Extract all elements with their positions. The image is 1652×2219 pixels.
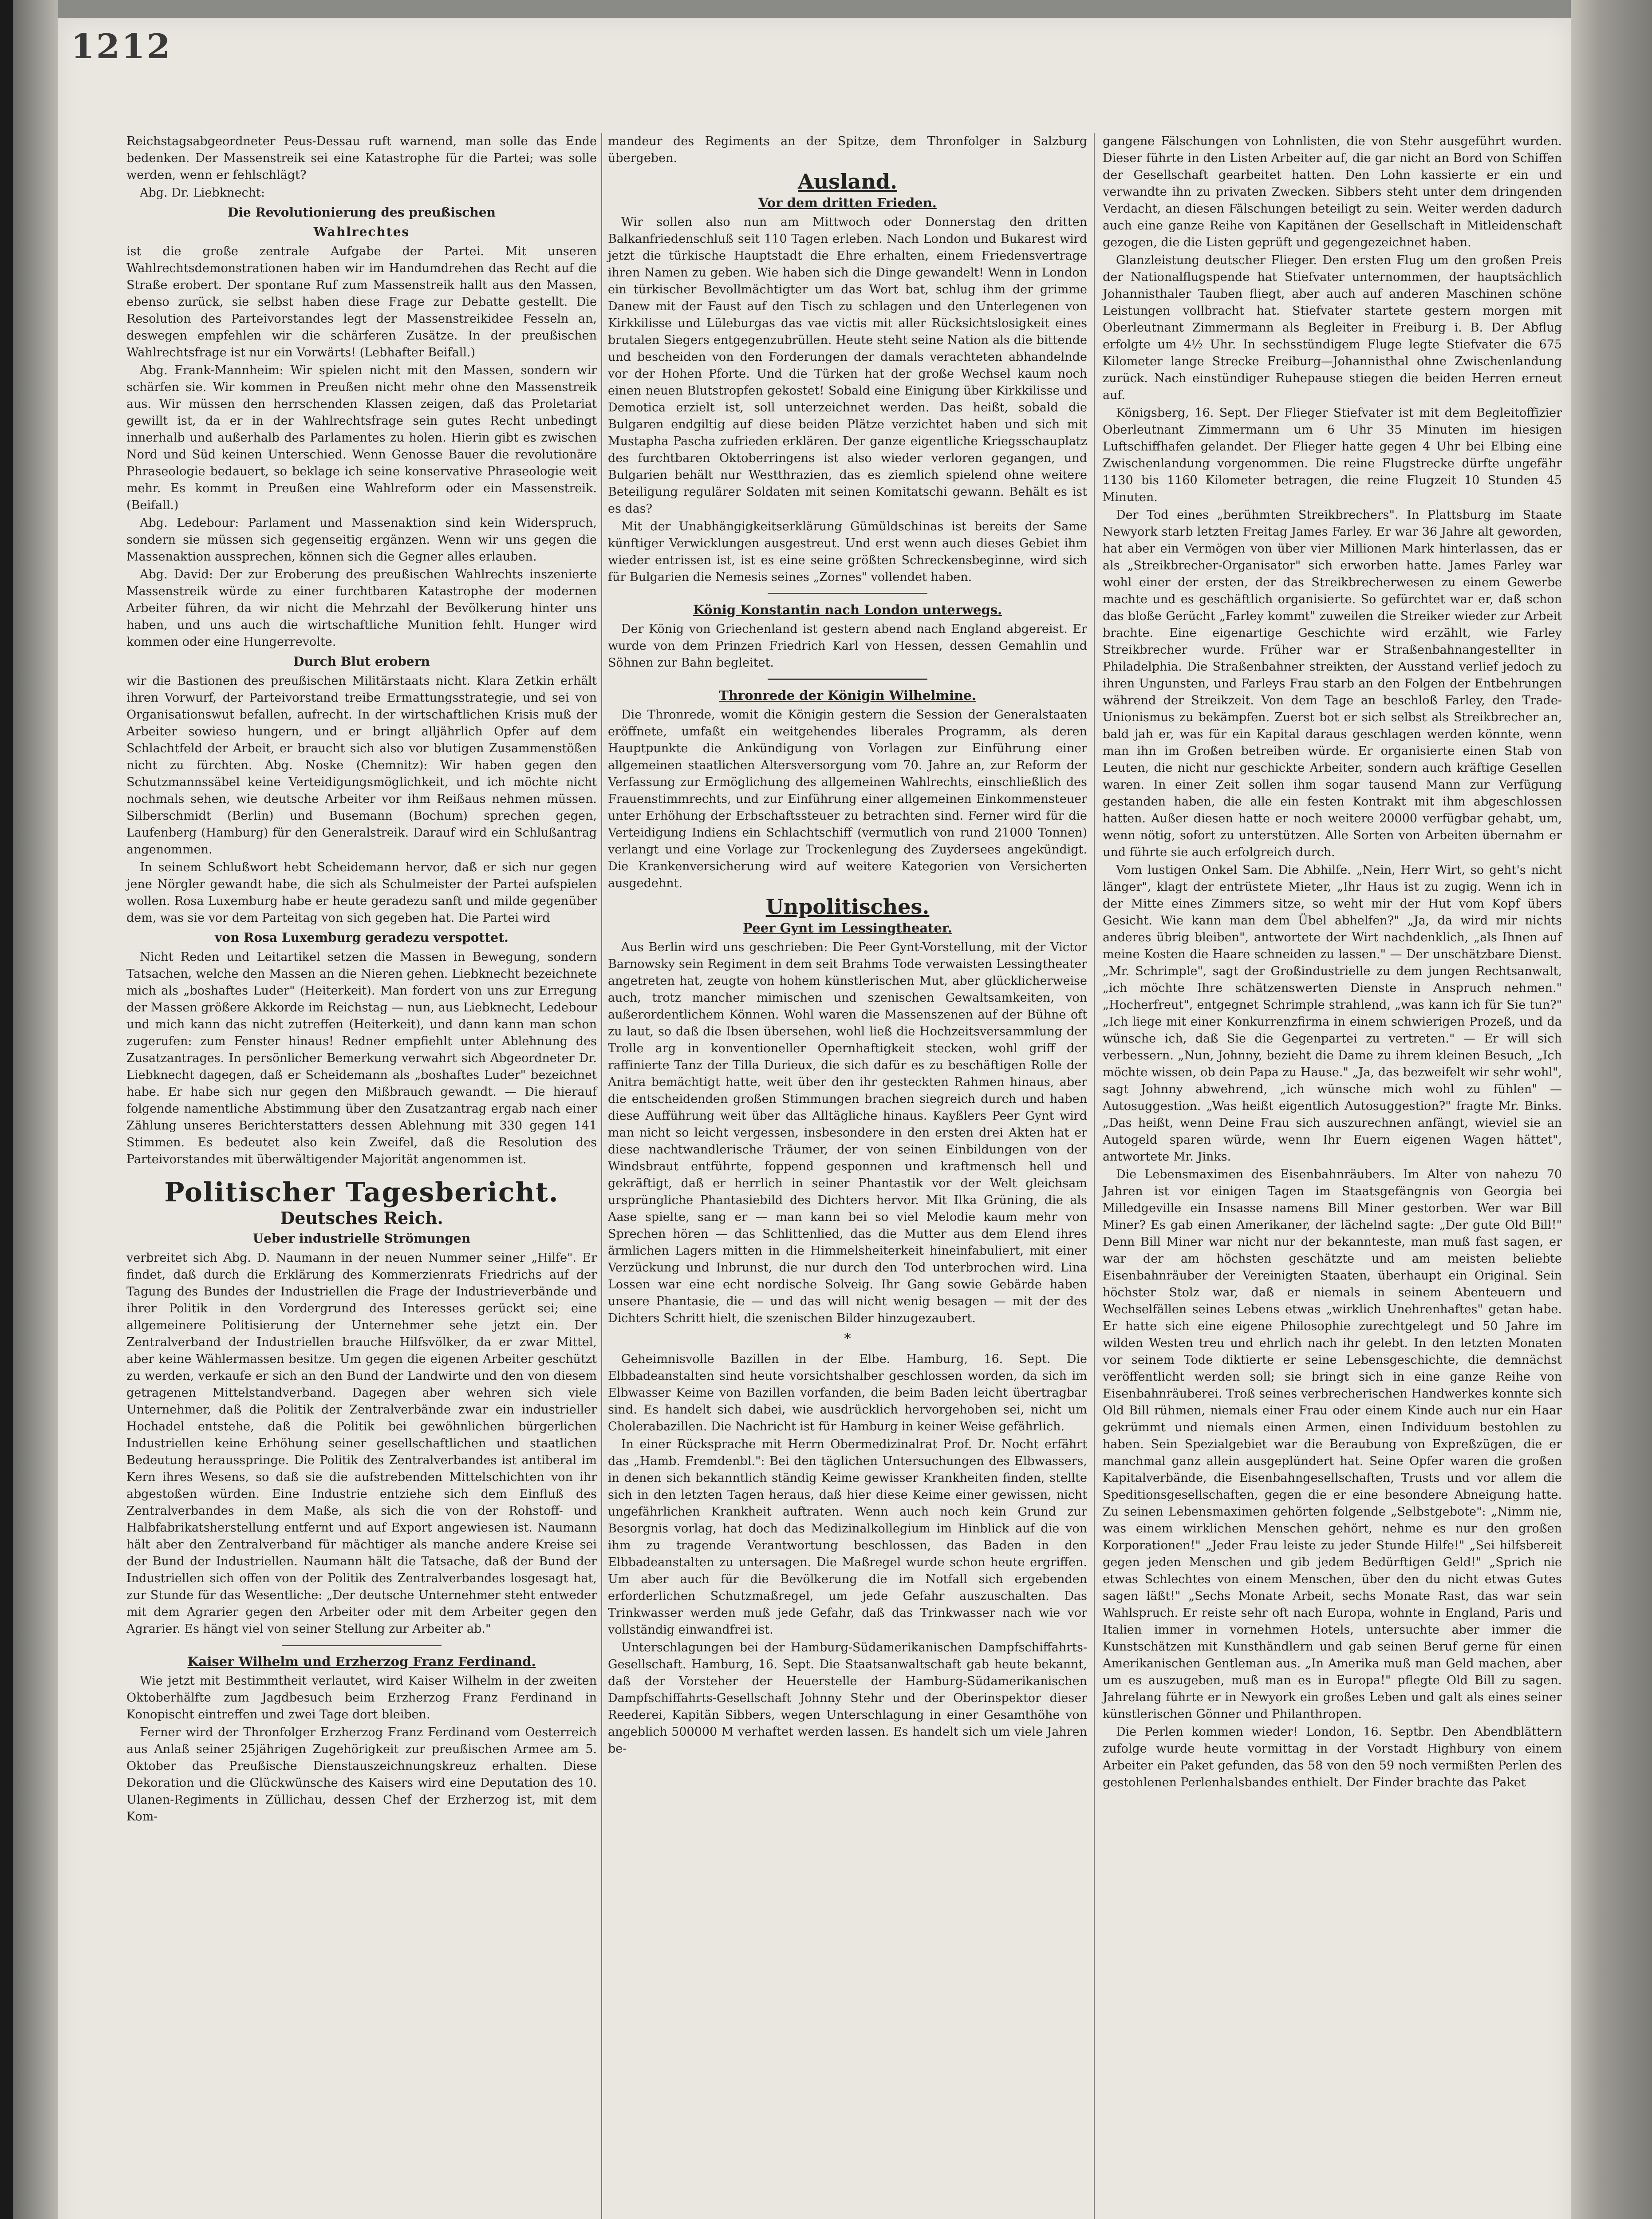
paragraph: Vom lustigen Onkel Sam. Die Abhilfe. „Nein, Herr Wirt, so geht's nicht länger", klagt der entrüstete Mieter, „Ihr Haus ist zu zugig. Wenn ich in der Mitte eines Zimmers sitze, so weht mir der Hut vom Kopf übers Gesicht. Wie kann man dem Übel abhelfen?" „Ja, da wird mir nichts anderes übrig bleiben", antwortete der Wirt nachdenklich, „als Ihnen auf meine Kosten die Haare schneiden zu lassen." — Der unschätzbare Dienst. „Mr. Schrimple", sagt der Großindustrielle zu dem jungen Rechtsanwalt, „ich möchte Ihre schätzenswerten Dienste in Anspruch nehmen." „Hocherfreut", entgegnet Schrimple strahlend, „was kann ich für Sie tun?" „Ich liege mit einer Konkurrenzfirma in einem schwierigen Prozeß, und da wünsche ich, daß Sie die Gegenpartei zu vertreten." — Er will sich verbessern. „Nun, Johnny, bezieht die Dame zu ihrem kleinen Besuch, „Ich möchte wissen, ob dein Papa zu Hause." „Ja, das bezweifelt wir sehr wohl", sagt Johnny abwehrend, „ich wünsche mich wohl zu fühlen" — Autosuggestion. „Was heißt eigentlich Autosuggestion?" fragte Mr. Binks. „Das heißt, wenn Deine Frau sich auszurechnen anfängt, wieviel sie an Autogeld sparen würde, wenn Ihr Euern eigenen Wagen hättet", antwortete Mr. Jinks.: [1103, 863, 1562, 1164]
paragraph: Die Lebensmaximen des Eisenbahnräubers. Im Alter von nahezu 70 Jahren ist vor einigen Tagen im Staatsgefängnis von Georgia bei Milledgeville ein Insasse namens Bill Miner gestorben. Wer war Bill Miner? Es gab einen Amerikaner, der lächelnd sagte: „Der gute Old Bill!" Denn Bill Miner war nicht nur der bekannteste, man muß fast sagen, er war der am höchsten geschätzte und am meisten beliebte Eisenbahnräuber der Vereinigten Staaten, überhaupt ein Original. Sein höchster Stolz war, daß er niemals in seinem Abenteuern und Wechselfällen seines Lebens etwas „wirklich Unehrenhaftes" getan habe. Er hatte sich eine eigene Philosophie zurechtgelegt und 50 Jahre im wilden Westen treu und ehrlich nach ihr gelebt. In den letzten Monaten vor seinem Tode diktierte er seine Lebensgeschichte, die demnächst veröffentlicht werden soll; sie bringt sich in eine ganze Reihe von Eisenbahnräuberei. Troß seines verbrecherischen Handwerkes konnte sich Old Bill rühmen, niemals einer Frau oder einem Kinde auch nur ein Haar gekrümmt und niemals einen Armen, einen Individuum bestohlen zu haben. Sein Spezialgebiet war die Beraubung von Expreßzügen, die er manchmal ganz allein ausgeplündert hat. Seine Opfer waren die großen Kapitalverbände, die Eisenbahngesellschaften, Trusts und vor allem die Speditionsgesellschaften, gegen die er eine besondere Abneigung hatte. Zu seinen Lebensmaximen gehörten folgende „Selbstgebote": „Nimm nie, was einem wirklichen Menschen gehört, nehme es nur den großen Korporationen!" „Jeder Frau leiste zu jeder Stunde Hilfe!" „Sei hilfsbereit gegen jeden Menschen und gib jedem Bedürftigen Geld!" „Sprich nie etwas Schlechtes von einem Menschen, über den du nicht etwas Gutes sagen läßt!" „Sechs Monate Arbeit, sechs Monate Rast, das war sein Wahlspruch. Er reiste sehr oft nach Europa, wohnte in England, Paris und Italien immer in vornehmen Hotels, untersuchte aber immer die Kunstschätzen mit Kunsthändlern und gab seinen Beruf gerne für einen Amerikanischen Gentleman aus. „In Amerika muß man Geld machen, aber um es auszugeben, muß man es in Europa!" pflegte Old Bill zu sagen. Jahrelang führte er in Newyork ein großes Leben und galt als eines seiner künstlerischen Gönner und Philanthropen.: [1103, 1168, 1562, 1721]
column-rule-1: [601, 133, 602, 2219]
speaker-line: Abg. Dr. Liebknecht:: [140, 186, 265, 200]
column-2: [608, 133, 1087, 1758]
paragraph: Nicht Reden und Leitartikel setzen die Massen in Bewegung, sondern Tatsachen, welche den Massen an die Nieren gehen. Liebknecht bezeichnete mich als „boshaftes Luder" (Heiterkeit). Man fordert von uns zur Erregung der Massen größere Akkorde im Reichstag — nun, aus Liebknecht, Ledebour und mich kann das nicht zutreffen (Heiterkeit), und dann kann man schon zugerufen: zum Fenster hinaus! Redner empfiehlt unter Ablehnung des Zusatzantrages. In persönlicher Bemerkung verwahrt sich Abgeordneter Dr. Liebknecht dagegen, daß er Scheidemann als „boshaftes Luder" bezeichnet habe. Er habe sich nur gegen den Mißbrauch gewandt. — Die hierauf folgende namentliche Abstimmung über den Zusatzantrag ergab nach einer Zählung unseres Berichterstatters dessen Ablehnung mit 330 gegen 141 Stimmen. Es bedeutet also kein Zweifel, daß die Resolution des Parteivorstandes mit überwältigender Majorität angenommen ist.: [126, 950, 597, 1166]
paragraph: Der König von Griechenland ist gestern abend nach England abgereist. Er wurde von dem Prinzen Friedrich Karl von Hessen, dessen Gemahlin und Söhnen zur Bahn begleitet.: [608, 622, 1087, 670]
subheading: von Rosa Luxemburg geradezu verspottet.: [215, 930, 509, 945]
subheading: Wahlrechtes: [313, 225, 410, 239]
paragraph: Geheimnisvolle Bazillen in der Elbe. Hamburg, 16. Sept. Die Elbbadeanstalten sind heute vorsichtshalber geschlossen worden, da sich im Elbwasser Keime von Bazillen vorfanden, die beim Baden leicht übertragbar sind. Es handelt sich dabei, wie ausdrücklich hervorgehoben sei, nicht um Cholerabazillen. Die Nachricht ist für Hamburg in keiner Weise gefährlich.: [608, 1352, 1087, 1433]
paragraph: Die Perlen kommen wieder! London, 16. Septbr. Den Abendblättern zufolge wurde heute vormittag in der Vorstadt Highbury von einem Arbeiter ein Paket gefunden, das 58 von den 59 noch vermißten Perlen des gestohlenen Perlenhalsbandes enthielt. Der Finder brachte das Paket: [1103, 1725, 1562, 1789]
article-title: Thronrede der Königin Wilhelmine.: [719, 688, 976, 703]
column-3: [1103, 133, 1562, 1792]
divider: [768, 679, 927, 680]
paragraph: Königsberg, 16. Sept. Der Flieger Stiefvater ist mit dem Begleitoffizier Oberleutnant Zimmermann um 6 Uhr 35 Minuten im hiesigen Luftschiffhafen gelandet. Der Flieger hatte gegen 4 Uhr bei Elbing eine Zwischenlandung vorgenommen. Die reine Flugstrecke dürfte ungefähr 1130 bis 1160 Kilometer betragen, die reine Flugzeit 10 Stunden 45 Minuten.: [1103, 406, 1562, 504]
article-title: Vor dem dritten Frieden.: [758, 195, 937, 210]
article-title: Kaiser Wilhelm und Erzherzog Franz Ferdinand.: [187, 1654, 536, 1669]
paragraph: Wir sollen also nun am Mittwoch oder Donnerstag den dritten Balkanfriedenschluß seit 110 Tagen erleben. Nach London und Bukarest wird jetzt die türkische Hauptstadt die Ehre erhalten, einem Friedensvertrage ihren Namen zu geben. Wie haben sich die Dinge gewandelt! Wenn in London ein türkischer Bevollmächtigter um das Wort bat, schlug ihm der grimme Danew mit der Faust auf den Tisch zu schlagen und den Unterlegenen von Kirkkilisse und Lüleburgas das vae victis mit aller Rücksichtslosigkeit eines brutalen Siegers entgegenzubrüllen. Heute steht seine Nation als die bittende und bescheiden von den Forderungen der damals verachteten abhandelnde vor der Hohen Pforte. Und die Türken hat der große Wechsel kaum noch einen neuen Blutstropfen gekostet! Sobald eine Einigung über Kirkkilisse und Demotica erzielt ist, soll unterzeichnet werden. Das heißt, sobald die Bulgaren endgiltig auf diese beiden Plätze verzichtet haben und sich mit Mustapha Pascha zufrieden erklären. Der ganze eigentliche Kriegsschauplatz des furchtbaren Oktoberringens ist also wieder verloren gegangen, und Bulgarien behält nur Westthrazien, das es ziemlich spielend ohne weitere Beteiligung regulärer Soldaten mit seinen Komitatschi gewann. Behält es ist es das?: [608, 215, 1087, 516]
article-title: Peer Gynt im Lessingtheater.: [743, 920, 952, 936]
paragraph: Mit der Unabhängigkeitserklärung Gümüldschinas ist bereits der Same künftiger Verwicklungen ausgestreut. Und erst wenn auch dieses Gebiet ihm wieder entrissen ist, ist es eine seine größten Schreckensbeginne, wird sich für Bulgarien die Nemesis seines „Zornes" vollendet haben.: [608, 520, 1087, 584]
article-title: Ueber industrielle Strömungen: [252, 1231, 471, 1246]
paragraph: ist die große zentrale Aufgabe der Partei. Mit unseren Wahlrechtsdemonstrationen haben wir im Handumdrehen das Recht auf die Straße erobert. Der spontane Ruf zum Massenstreik hallt aus den Massen, ebenso zurück, sie selbst haben diese Frage zur Debatte gestellt. Die Resolution des Parteivorstandes legt der Massenstreikidee Fesseln an, deswegen empfehlen wir die schärferen Zusätze. In der preußischen Wahlrechtsfrage ist nur ein Vorwärts! (Lebhafter Beifall.): [126, 245, 597, 359]
article-title: König Konstantin nach London unterwegs.: [693, 602, 1002, 617]
column-1: [126, 133, 597, 1826]
section-heading: Politischer Tagesbericht.: [164, 1177, 559, 1208]
section-heading: Unpolitisches.: [765, 895, 930, 919]
book-page-edges: [1571, 0, 1652, 2219]
paragraph: verbreitet sich Abg. D. Naumann in der neuen Nummer seiner „Hilfe". Er findet, daß durch die Erklärung des Kommerzienrats Friedrichs auf der Tagung des Bundes der Industriellen die Frage der Industrieverbände und ihrer Politik in den Vordergrund des Interesses gerückt sei; eine allgemeinere Politisierung der Unternehmer sehe jetzt ein. Der Zentralverband der Industriellen brauche Hilfsvölker, da er zwar Mittel, aber keine Wählermassen besitze. Um gegen die eigenen Arbeiter geschützt zu werden, verkaufe er sich an den Bund der Landwirte und den von diesem getragenen Mittelstandverband. Dagegen aber wehren sich viele Unternehmer, daß die Politik der Zentralverbände zwar ein industrieller Hochadel entstehe, daß die Politik bei gewöhnlichen bürgerlichen Industriellen keine Erhöhung seiner gesellschaftlichen und staatlichen Bedeutung herausspringe. Die Politik des Zentralverbandes ist antiberal im Kern ihres Wesens, so daß sie die aufstrebenden Mittelschichten von ihr abgestoßen würden. Eine Industrie entziehe sich dem Einfluß des Zentralverbandes in dem Maße, als sich die von der Rohstoff- und Halbfabrikatsherstellung entfernt und auf Export angewiesen ist. Naumann hält aber den Zentralverband für mächtiger als manche andere Kreise sei der Bund der Industriellen. Naumann hält die Tatsache, daß der Bund der Industriellen sich offen von der Politik des Zentralverbandes losgesagt hat, zur Stunde für das Wesentliche: „Der deutsche Unternehmer steht entweder mit dem Agrarier gegen den Arbeiter oder mit dem Arbeiter gegen den Agrarier. Es hängt viel von seiner Stellung zur Arbeiter ab.": [126, 1251, 597, 1636]
subheading: Durch Blut erobern: [293, 654, 430, 669]
paragraph: wir die Bastionen des preußischen Militärstaats nicht. Klara Zetkin erhält ihren Vorwurf, der Parteivorstand treibe Ermattungsstrategie, und sei von Organisationswut befallen, aufrecht. In der wirtschaftlichen Krisis muß der Arbeiter sowieso hungern, und er bringt alljährlich Opfer auf dem Schlachtfeld der Arbeit, er braucht sich also vor blutigen Zusammenstößen nicht zu fürchten. Abg. Noske (Chemnitz): Wir haben gegen den Schutzmannssäbel keine Verteidigungsmöglichkeit, und ich möchte nicht nochmals sehen, wie deutsche Arbeiter vor ihm Reißaus nehmen müssen. Silberschmidt (Berlin) und Busemann (Bochum) sprechen gegen, Laufenberg (Hamburg) für den Generalstreik. Darauf wird ein Schlußantrag angenommen.: [126, 674, 597, 857]
paragraph: Der Tod eines „berühmten Streikbrechers". In Plattsburg im Staate Newyork starb letzten Freitag James Farley. Er war 36 Jahre alt geworden, hat aber ein Vermögen von über vier Millionen Mark hinterlassen, das er als „Streikbrecher-Organisator" sich erworben hatte. James Farley war wohl einer der ersten, der das Streikbrecherwesen zu einem Gewerbe machte und es geschäftlich organisierte. So gefürchtet war er, daß schon das bloße Gerücht „Farley kommt" zuweilen die Streiker wieder zur Arbeit brachte. Eine eigenartige Geschichte wird erzählt, wie Farley Streikbrecher wurde. Früher war er Straßenbahnangestellter in Philadelphia. Die Straßenbahner streikten, der Ausstand verlief jedoch zu ihren Ungunsten, und Farleys Frau starb an den Folgen der Entbehrungen während der Streikzeit. Von dem Tage an beschloß Farley, den Trade-Unionismus zu bekämpfen. Zuerst bot er sich selbst als Streikbrecher an, bald jah er, was für ein Kapital daraus geschlagen werden könnte, wenn man ihn im Großen betreiben würde. Er organisierte einen Stab von Leuten, die nicht nur geschickte Arbeiter, sondern auch kräftige Gesellen waren. In einer Zeit sollen ihm sogar tausend Mann zur Verfügung gestanden haben, die alle ein festen Kontrakt mit ihm abgeschlossen hatten. Außer diesen hatte er noch weitere 20000 verfügbar gehabt, um, wenn nötig, sofort zu unterstützen. Alle Sorten von Arbeiten übernahm er und führte sie auch erfolgreich durch.: [1103, 508, 1562, 859]
paragraph: In seinem Schlußwort hebt Scheidemann hervor, daß er sich nur gegen jene Nörgler gewandt habe, die sich als Schulmeister der Partei aufspielen wollen. Rosa Luxemburg habe er heute geradezu sanft und milde gegenüber dem, was sie vor dem Parteitag von sich gegeben hat. Die Partei wird: [126, 861, 597, 925]
separator-star: *: [844, 1331, 851, 1346]
paragraph: Abg. Ledebour: Parlament und Massenaktion sind kein Widerspruch, sondern sie müssen sich gegenseitig ergänzen. Wenn wir uns gegen die Massenaktion aussprechen, können sich die Gegner alles erlauben.: [126, 516, 597, 564]
paragraph: Aus Berlin wird uns geschrieben: Die Peer Gynt-Vorstellung, mit der Victor Barnowsky sein Regiment in dem seit Brahms Tode verwaisten Lessingtheater angetreten hat, zeugte von hohem künstlerischen Mut, aber glücklicherweise auch, trotz mancher mimischen und szenischen Gewaltsamkeiten, von außerordentlichem Können. Wohl waren die Massenszenen auf der Bühne oft zu laut, so daß die Ibsen übersehen, wohl ließ die Hochzeitsversammlung der Trolle arg in konventioneller Opernhaftigkeit stecken, wohl griff der raffinierte Tanz der Tilla Durieux, die sich dafür es zu beschäftigen Rolle der Anitra bemächtigt hatte, weit über den ihr gesteckten Rahmen hinaus, aber die entscheidenden großen Stimmungen brachen siegreich durch und haben diese Aufführung weit über das Alltägliche hinaus. Kayßlers Peer Gynt wird man nicht so leicht vergessen, insbesondere in den ersten drei Akten hat er diese nachtwandlerische Träumer, der von seinen Einbildungen von der Windsbraut entführte, foppend gesponnen und kraftmensch hell und gekräftigt, daß er herrlich in seiner Phantastik vor der Welt gleichsam ursprüngliche Phantasiebild des Dichters hervor. Mit Ilka Grüning, die als Aase spielte, sang er — man kann bei so viel Melodie kaum mehr von Sprechen hören — das Schlittenlied, das die Mutter aus dem Elend ihres ärmlichen Lagers mitten in die Himmelsheiterkeit hineinfabuliert, mit einer Verzückung und Inbrunst, die nur durch den Tod unterbrochen wird. Lina Lossen war eine echt nordische Solveig. Ihr Gang sowie Gebärde haben unsere Phantasie, die — und das will nicht wenig besagen — mit der des Dichters Schritt hielt, die szenischen Bilder hinzugezaubert.: [608, 940, 1087, 1325]
divider: [768, 593, 927, 594]
scanner-edge: [0, 0, 13, 2219]
paragraph: Abg. Frank-Mannheim: Wir spielen nicht mit den Massen, sondern wir schärfen sie. Wir kommen in Preußen nicht mehr ohne den Massenstreik aus. Wir müssen den herrschenden Klassen zeigen, daß das Proletariat gewillt ist, da er in der Wahlrechtsfrage sein gutes Recht unbedingt innerhalb und außerhalb des Parlamentes zu holen. Hierin gibt es zwischen Nord und Süd keinen Unterschied. Wenn Genosse Bauer die revolutionäre Phraseologie bedauert, so beklage ich seine konservative Phraseologie weit mehr. Es kommt in Preußen eine Wahlreform oder ein Massenstreik. (Beifall.): [126, 363, 597, 512]
paragraph: mandeur des Regiments an der Spitze, dem Thronfolger in Salzburg übergeben.: [608, 134, 1087, 165]
paragraph: Die Thronrede, womit die Königin gestern die Session der Generalstaaten eröffnete, umfaßt ein weitgehendes liberales Programm, als deren Hauptpunkte die Ankündigung von Vorlagen zur Einführung einer allgemeinen staatlichen Altersversorgung vom 70. Jahre an, zur Reform der Verfassung zur Ermöglichung des allgemeinen Wahlrechts, einschließlich des Frauenstimmrechts, und zur Einführung einer allgemeinen Einkommensteuer unter Erhöhung der Erbschaftssteuer zu betrachten sind. Ferner wird für die Verteidigung Indiens ein Schlachtschiff (vermutlich von rund 21000 Tonnen) verlangt und eine Vorlage zur Trockenlegung des Zuydersees angekündigt. Die Krankenversicherung wird auf weitere Kategorien von Versicherten ausgedehnt.: [608, 708, 1087, 890]
section-subheading: Deutsches Reich.: [280, 1208, 443, 1228]
paragraph: In einer Rücksprache mit Herrn Obermedizinalrat Prof. Dr. Nocht erfährt das „Hamb. Fremdenbl.": Bei den täglichen Untersuchungen des Elbwassers, in denen sich bekanntlich ständig Keime gewisser Krankheiten finden, stellte sich in den letzten Tagen heraus, daß hier diese Keime einer gewissen, nicht ungefährlichen Krankheit auftraten. Wenn auch noch kein Grund zur Besorgnis vorlag, hat doch das Medizinalkollegium im Hinblick auf die von ihm zu tragende Verantwortung beschlossen, das Baden in den Elbbadeanstalten zu untersagen. Die Maßregel wurde schon heute ergriffen. Um aber auch für die Bevölkerung die im Notfall sich ergebenden erforderlichen Schutzmaßregel, um jede Gefahr auszuschalten. Das Trinkwasser werden muß jede Gefahr, daß das Trinkwasser nach wie vor vollständig einwandfrei ist.: [608, 1437, 1087, 1637]
section-heading: Ausland.: [798, 170, 897, 193]
subheading: Die Revolutionierung des preußischen: [227, 205, 496, 220]
paragraph: Glanzleistung deutscher Flieger. Den ersten Flug um den großen Preis der Nationalflugspende hat Stiefvater unternommen, der hauptsächlich Johannisthaler Tauben fliegt, aber auch auf anderen Maschinen schöne Leistungen vollbracht hat. Stiefvater startete gestern morgen mit Oberleutnant Zimmermann als Begleiter in Freiburg i. B. Der Abflug erfolgte um 4½ Uhr. In sechsstündigem Fluge legte Stiefvater die 675 Kilometer lange Strecke Freiburg—Johannisthal ohne Zwischenlandung zurück. Nach einstündiger Ruhepause stiegen die beiden Herren erneut auf.: [1103, 253, 1562, 402]
paragraph: gangene Fälschungen von Lohnlisten, die von Stehr ausgeführt wurden. Dieser führte in den Listen Arbeiter auf, die gar nicht an Bord von Schiffen der Gesellschaft gearbeitet hatten. Den Lohn kassierte er ein und verwandte ihn zu privaten Zwecken. Sibbers steht unter dem dringenden Verdacht, an diesen Fälschungen beteiligt zu sein. Weiter werden dadurch auch eine ganze Reihe von Kapitänen der Gesellschaft in Mitleidenschaft gezogen, die die Listen geprüft und gegengezeichnet haben.: [1103, 134, 1562, 249]
paragraph: Abg. David: Der zur Eroberung des preußischen Wahlrechts inszenierte Massenstreik würde zu einer furchtbaren Katastrophe der modernen Arbeiter führen, da wir nicht die Mehrzahl der Bevölkerung hinter uns haben, und uns auch die wirtschaftliche Munition fehlt. Hunger wird kommen oder eine Hungerrevolte.: [126, 568, 597, 649]
column-rule-2: [1094, 133, 1095, 2219]
paragraph: Unterschlagungen bei der Hamburg-Südamerikanischen Dampfschiffahrts-Gesellschaft. Hamburg, 16. Sept. Die Staatsanwaltschaft gab heute bekannt, daß der Vorsteher der Heuerstelle der Hamburg-Südamerikanischen Dampfschiffahrts-Gesellschaft Johnny Stehr und der Oberinspektor dieser Reederei, Kapitän Sibbers, wegen Unterschlagung in einer Gesamthöhe von angeblich 500000 M verhaftet werden lassen. Es handelt sich um viele Jahren be-: [608, 1641, 1087, 1756]
paragraph: Wie jetzt mit Bestimmtheit verlautet, wird Kaiser Wilhelm in der zweiten Oktoberhälfte zum Jagdbesuch beim Erzherzog Franz Ferdinand in Konopischt eintreffen und zwei Tage dort bleiben.: [126, 1674, 597, 1722]
paragraph: Reichstagsabgeordneter Peus-Dessau ruft warnend, man solle das Ende bedenken. Der Massenstreik sei eine Katastrophe für die Partei; was solle werden, wenn er fehlschlägt?: [126, 134, 597, 182]
divider: [282, 1645, 442, 1646]
page-number: 1212: [71, 27, 172, 66]
book-gutter-left: [13, 0, 58, 2219]
paragraph: Ferner wird der Thronfolger Erzherzog Franz Ferdinand vom Oesterreich aus Anlaß seiner 25jährigen Zugehörigkeit zur preußischen Armee am 5. Oktober das Preußische Dienstauszeichnungskreuz erhalten. Diese Dekoration und die Glückwünsche des Kaisers wird eine Deputation des 10. Ulanen-Regiments in Züllichau, dessen Chef der Erzherzog ist, mit dem Kom-: [126, 1725, 597, 1824]
